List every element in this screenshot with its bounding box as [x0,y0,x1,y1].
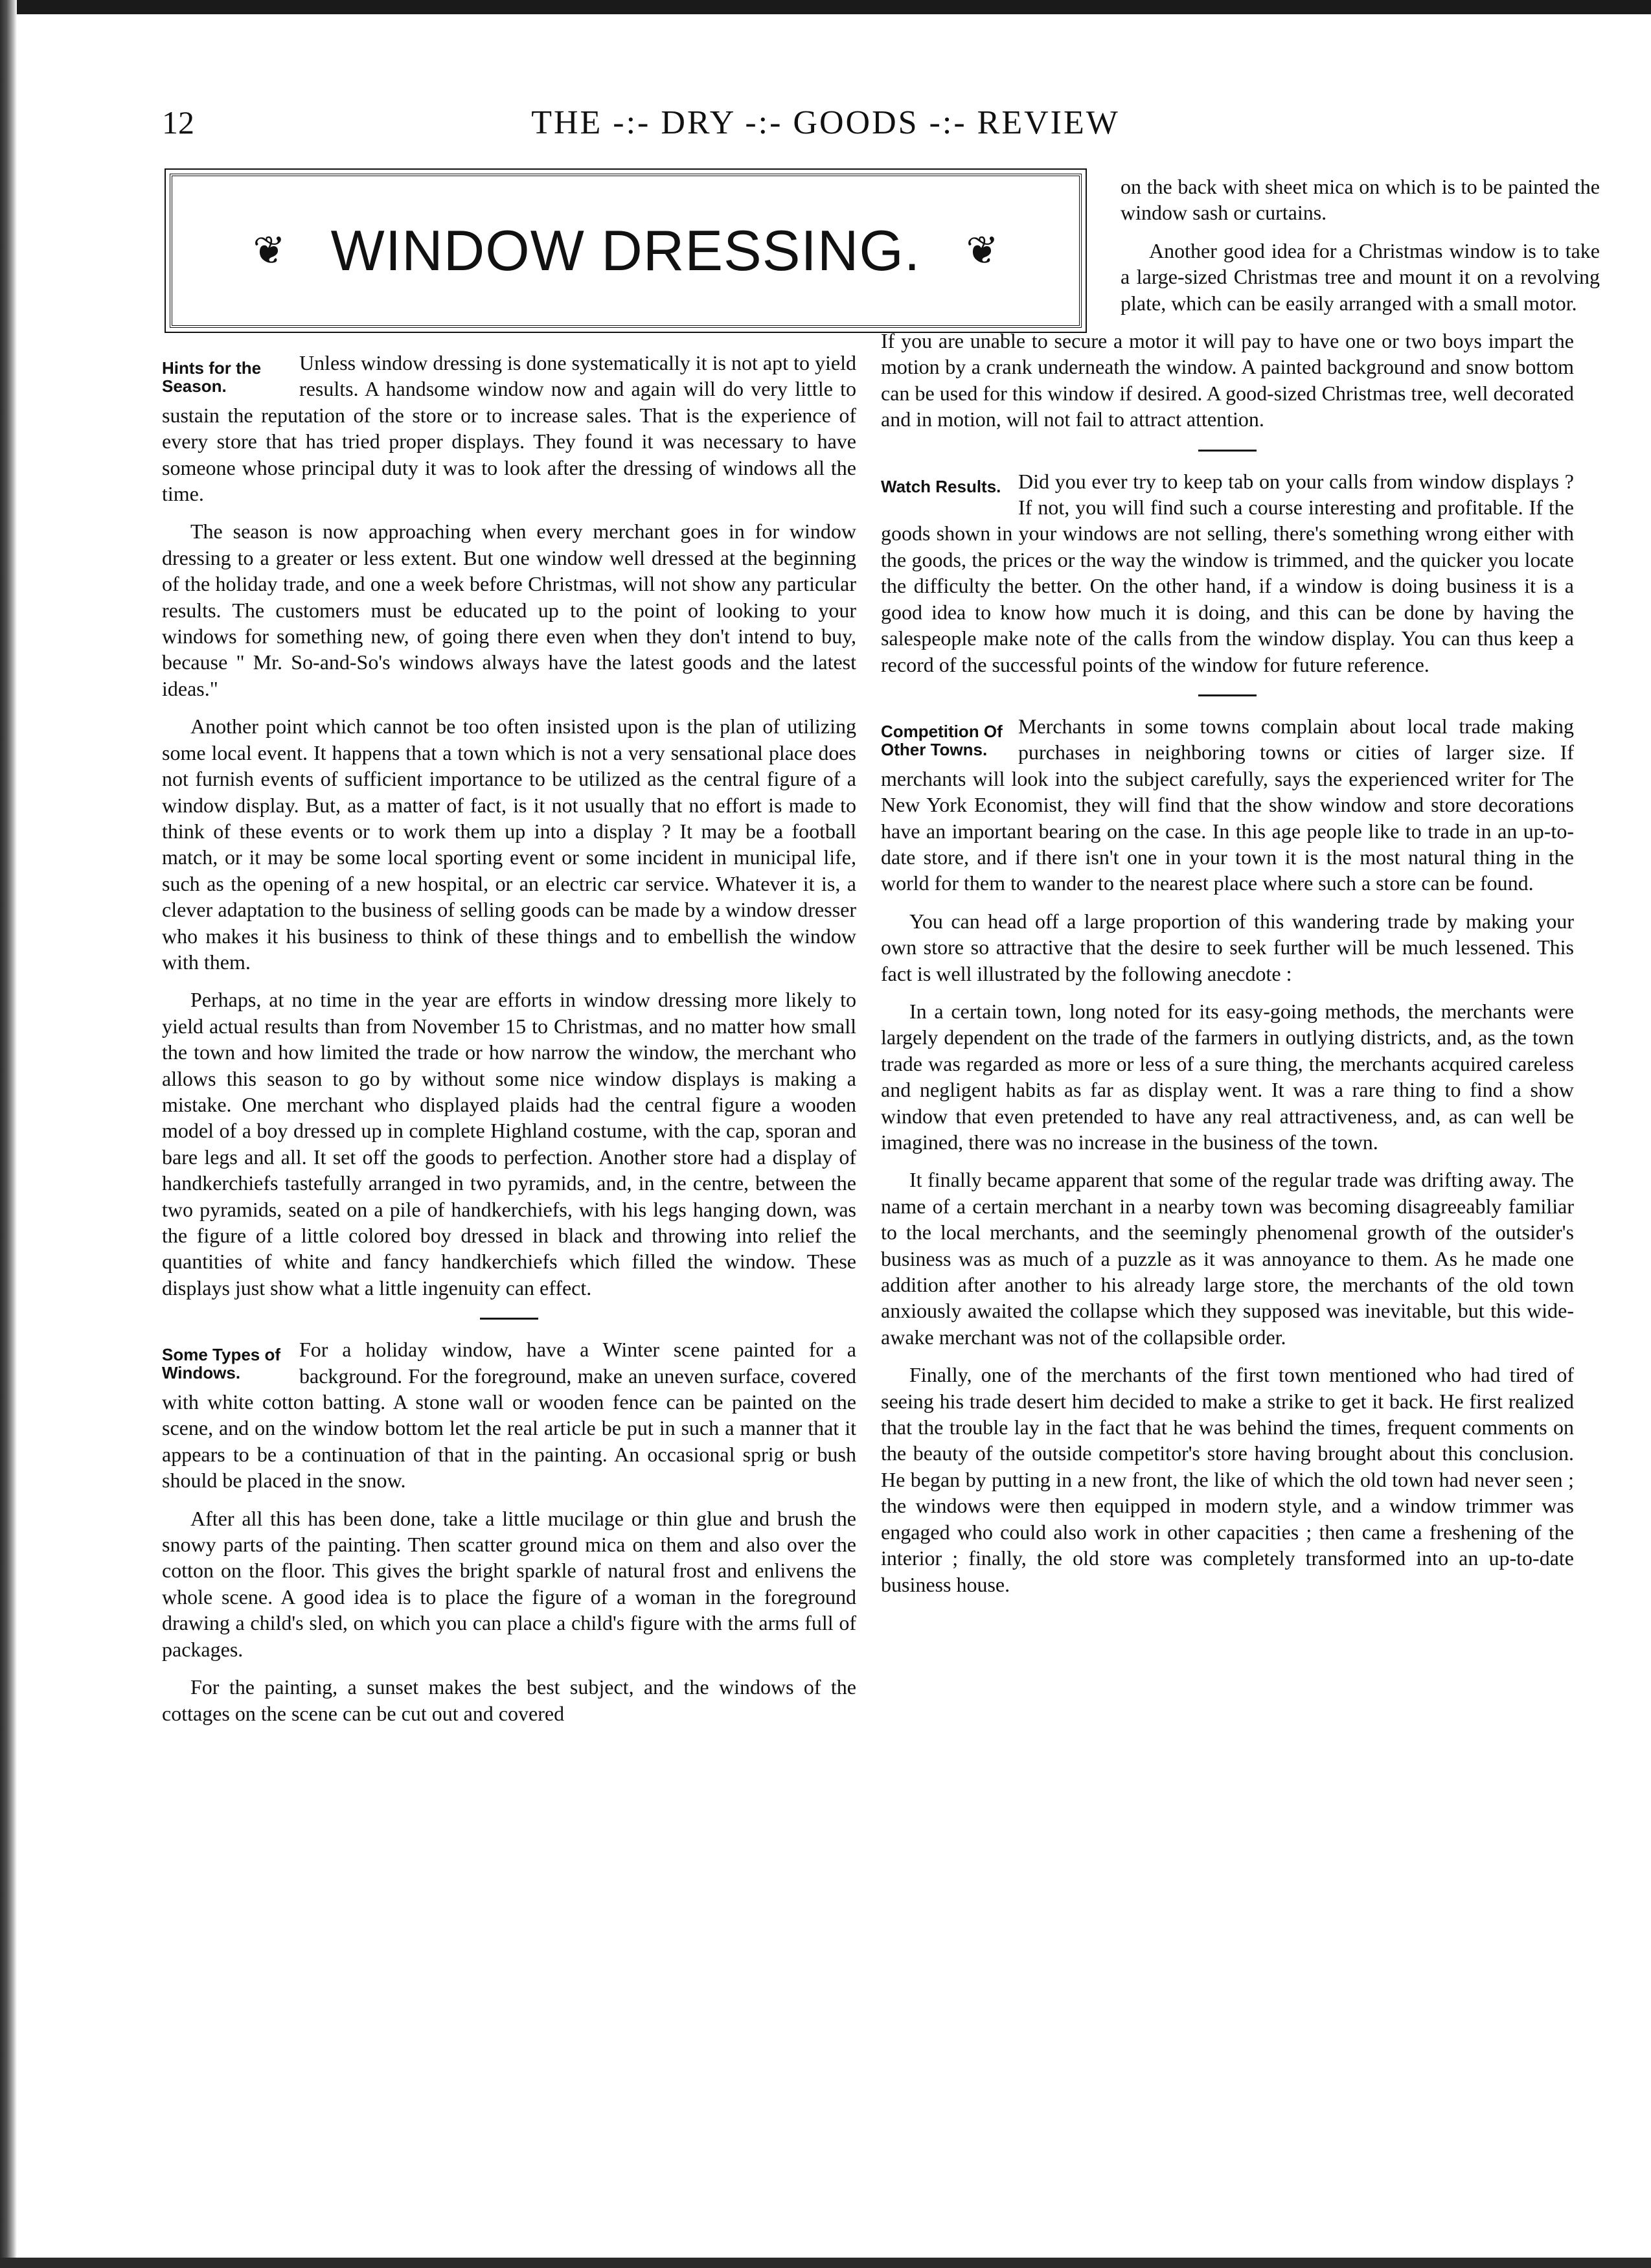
paragraph: For the painting, a sunset makes the best subject, and the windows of the cottages on the scene can be cut out and covered [162,1675,856,1725]
paragraph: You can head off a large proportion of this wandering trade by making your own store so attractive that the desire to seek further will be much lessened. This fact is well illustrated by the following anecdote : [881,909,1574,985]
paragraph: The season is now approaching when every merchant goes in for window dressing to a greater or less extent. But one window well dressed at the beginning of the holiday trade, and one a week before Christmas, will not show any particular results. The customers must be educated up to the point of looking to your windows for something new, of going there even when they don't intend to buy, because " Mr. So-and-So's windows always have the latest goods and the latest ideas." [162,520,856,700]
paragraph: Did you ever try to keep tab on your calls from window displays ? If not, you will find such a course interesting and profitable. If the goods shown in your windows are not selling, there's something wrong either with the goods, the prices or the way the window is trimmed, and the quicker you locate the difficulty the better. On the other hand, if a window is doing business it is a good idea to know how much it is doing, and this can be done by having the salespeople make note of the calls from the window display. You can thus keep a record of the successful points of the window for future reference. [881,469,1574,676]
paragraph: Another good idea for a Christmas window is to take a large-sized Christmas tree and mount it on a revolving plate, which can be easily arranged with a small motor. [1121,238,1600,315]
paragraph: Another point which cannot be too often insisted upon is the plan of utilizing some local event. It happens that a town which is not a very sensational place does not furnish events of sufficient importance to be utilized as the central figure of a window display. But, as a matter of fact, is it not usually that no effort is made to think of these events or to work them up into a display ? It may be a football match, or it may be some local sporting event or some incident in municipal life, such as the opening of a new hospital, or an electric car service. Whatever it is, a clever adaptation to the business of selling goods can be made by a window dresser who makes it his business to think of these things and to embellish the window with them. [162,715,856,974]
paragraph: For a holiday window, have a Winter scene painted for a background. For the foreground, make an uneven surface, covered with white cotton batting. A stone wall or wooden fence can be painted on the scene, and on the window bottom let the real article be put in such a manner that it appears to be a continuation of that in the painting. An occasional sprig or bush should be placed in the snow. [162,1338,856,1493]
section-divider [480,1318,538,1320]
sidenote-types: Some Types of Windows. [162,1345,281,1383]
running-title: THE -:- DRY -:- GOODS -:- REVIEW [531,104,1120,141]
sidenote-competition: Competition Of Other Towns. [881,721,1003,759]
paragraph: Finally, one of the merchants of the first town mentioned who had tired of seeing his trade desert him decided to make a strike to get it back. He first realized that the trouble lay in the fact that he was behind the times, frequent comments on the beauty of the outside competitor's store having brought about this conclusion. He began by putting in a new front, the like of which the old town had never seen ; the windows were then equipped in modern style, and a window trimmer was engaged who could also work in other capacities ; then came a freshening of the interior ; finally, the old store was completely transformed into an up-to-date business house. [881,1363,1574,1596]
paragraph: In a certain town, long noted for its easy-going methods, the merchants were largely dependent on the trade of the farmers in outlying districts, and, as the town trade was regarded as more or less of a sure thing, the merchants acquired careless and negligent habits as far as display went. It was a rare thing to find a show window that even pretended to have any real attractiveness, and, as can well be imagined, there was no increase in the business of the town. [881,999,1574,1154]
paragraph: on the back with sheet mica on which is to be painted the window sash or curtains. [1121,175,1600,225]
right-column [881,174,1600,1609]
section-competition [881,713,1574,1598]
page-number: 12 [162,104,194,141]
scan-border-top [0,0,1651,14]
paragraph: After all this has been done, take a little mucilage or thin glue and brush the snowy parts of the painting. Then scatter ground mica on them and also over the cotton on the floor. This gives the bright sparkle of natural frost and enlivens the whole scene. A good idea is to place the figure of a woman in the foreground drawing a child's sled, on which you can place a child's figure with the arms full of packages. [162,1506,856,1661]
fleuron-icon: ❦ [966,229,999,272]
section-divider [1198,450,1257,452]
sidenote-hints: Hints for the Season. [162,358,262,396]
sidenote-watch: Watch Results. [881,476,1001,496]
scan-border-left [0,0,17,2268]
paragraph: Unless window dressing is done systematically it is not apt to yield results. A handsome window now and again will do very little to sustain the reputation of the store or to increase sales. That is the experience of every store that has tried proper displays. They found it was necessary to have someone whose principal duty it was to look after the dressing of windows all the time. [162,351,856,506]
paragraph: It finally became apparent that some of the regular trade was drifting away. The name of a certain merchant in a nearby town was becoming disagreeably familiar to the local merchants, and the seemingly phenomenal growth of the outsider's business was as much of a puzzle as it was annoyance to them. As he made one addition after another to his already large store, the merchants of the old town anxiously awaited the collapse which they supposed was inevitable, but this wide-awake merchant was not of the collapsible order. [881,1168,1574,1349]
article-title: WINDOW DRESSING. [330,218,921,282]
section-watch [881,468,1574,678]
left-column [162,350,856,1738]
section-divider [1198,694,1257,696]
section-hints [162,350,856,1301]
paragraph: Perhaps, at no time in the year are efforts in window dressing more likely to yield actual results than from November 15 to Christmas, and no matter how small the town and how limited the trade or how narrow the window, the merchant who allows this season to go by without some nice window displays is making a mistake. One merchant who displayed plaids had the central figure a wooden model of a boy dressed up in complete Highland costume, with the cap, sporan and bare legs and all. It set off the goods to perfection. Another store had a display of handkerchiefs tastefully arranged in two pyramids, and, in the centre, between the two pyramids, seated on a pile of handkerchiefs, with his legs hanging down, was the figure of a little colored boy dressed in black and throwing into relief the quantities of white and fancy handkerchiefs which filled the window. These displays just show what a little ingenuity can effect. [162,988,856,1300]
section-types [162,1336,856,1726]
paragraph: Merchants in some towns complain about local trade making purchases in neighboring towns or cities of larger size. If merchants will look into the subject carefully, says the experienced writer for The New York Economist, they will find that the show window and store decorations have an important bearing on the case. In this age people like to trade in an up-to-date store, and if there isn't one in your town it is the most natural thing in the world for them to wander to the nearest place where such a store can be found. [881,714,1574,895]
scan-border-bottom [0,2258,1651,2268]
paragraph: If you are unable to secure a motor it will pay to have one or two boys impart the motion by a crank underneath the window. A painted background and snow bottom can be used for this window if desired. A good-sized Christmas tree, well decorated and in motion, will not fail to attract attention. [881,329,1574,431]
continuation-top [1121,174,1600,316]
fleuron-icon: ❦ [253,229,286,272]
